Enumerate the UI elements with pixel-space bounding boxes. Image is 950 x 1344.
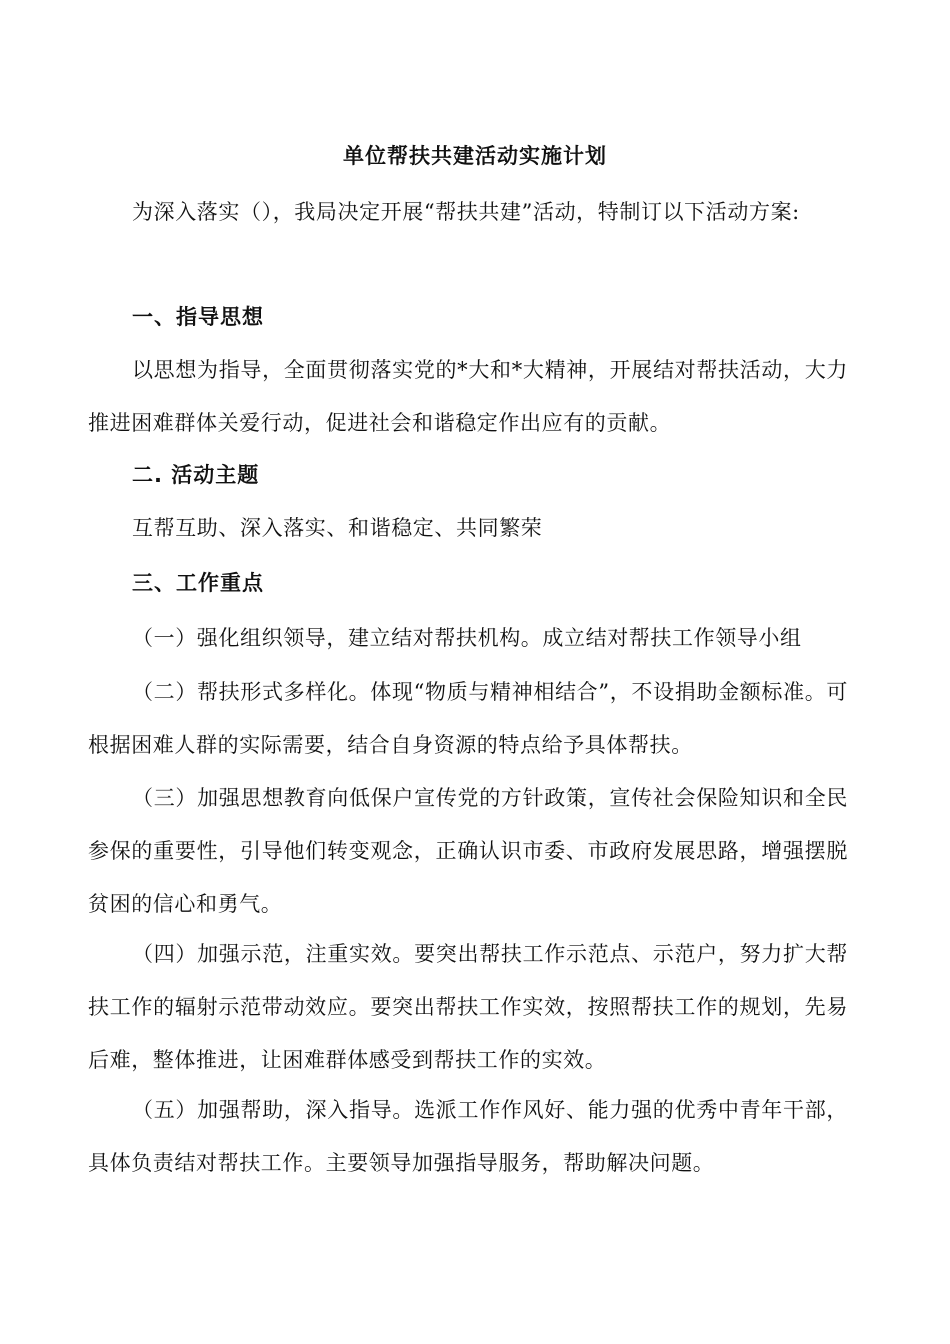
guiding-ideology-paragraph: 以思想为指导，全面贯彻落实党的*大和*大精神，开展结对帮扶活动，大力推进困难群体关爱行动，促进社会和谐稳定作出应有的贡献。: [88, 358, 848, 435]
work-focus-item-5: （五）加强帮助，深入指导。选派工作作风好、能力强的优秀中青年干部，具体负责结对帮扶工作。主要领导加强指导服务，帮助解决问题。: [88, 1098, 848, 1175]
document-title: 单位帮扶共建活动实施计划: [343, 144, 607, 168]
section-heading-guiding-ideology: 一、指导思想: [132, 305, 264, 329]
section-heading-activity-theme: 二. 活动主题: [132, 463, 260, 487]
activity-theme-paragraph: 互帮互助、深入落实、和谐稳定、共同繁荣: [132, 516, 543, 540]
work-focus-item-2: （二）帮扶形式多样化。体现“物质与精神相结合”，不设捐助金额标准。可根据困难人群的实际需要，结合自身资源的特点给予具体帮扶。: [88, 680, 848, 757]
section-heading-work-focus: 三、工作重点: [132, 571, 264, 595]
intro-paragraph: 为深入落实（），我局决定开展“帮扶共建”活动，特制订以下活动方案:: [132, 200, 800, 224]
work-focus-item-3: （三）加强思想教育向低保户宣传党的方针政策，宣传社会保险知识和全民参保的重要性，引导他们转变观念，正确认识市委、市政府发展思路，增强摆脱贫困的信心和勇气。: [88, 786, 848, 916]
work-focus-item-4: （四）加强示范，注重实效。要突出帮扶工作示范点、示范户，努力扩大帮扶工作的辐射示范带动效应。要突出帮扶工作实效，按照帮扶工作的规划，先易后难，整体推进，让困难群体感受到帮扶工作的实效。: [88, 942, 848, 1072]
work-focus-item-1: （一）强化组织领导，建立结对帮扶机构。成立结对帮扶工作领导小组: [132, 626, 802, 650]
